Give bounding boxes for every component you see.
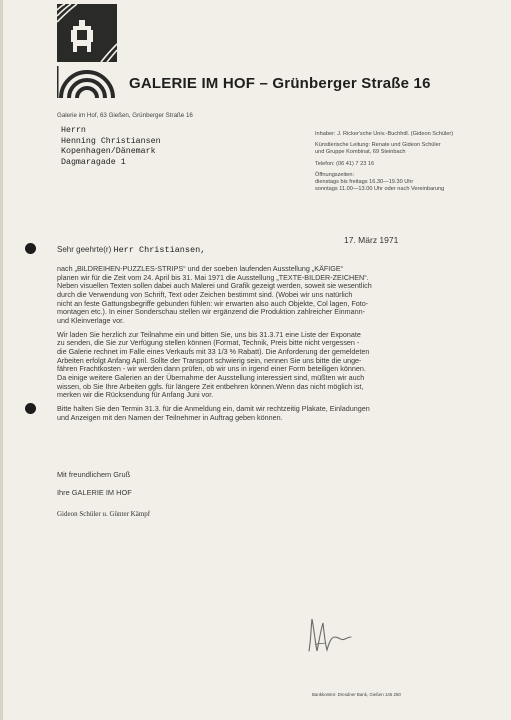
body-line: montagen etc.). In einer Sonderschau stellen wir ergänzend die Produktion zahlreicher Einmann- — [57, 307, 366, 317]
address-line: Dagmaragade 1 — [61, 157, 126, 167]
gallery-logo — [57, 4, 117, 98]
body-line: nach „BILDREIHEN-PUZZLES-STRIPS“ und der soeben laufenden Ausstellung „KÄFIGE“ — [57, 264, 344, 273]
salutation-typed: Herr Christiansen, — [113, 245, 206, 255]
body-line: merken wir die Rücksendung für Anfang Juni vor. — [57, 390, 214, 400]
address-line: Kopenhagen/Dänemark — [61, 147, 156, 156]
direction-line: Künstlerische Leitung: Renate und Gideon Schüler — [315, 142, 441, 149]
hours-line: sonntags 11.00—13.00 Uhr oder nach Vereinbarung — [315, 186, 445, 193]
punch-hole-top — [25, 243, 36, 254]
body-paragraph — [57, 265, 483, 326]
gallery-info-block — [315, 131, 453, 193]
phone-line: Telefon: (06 41) 7 23 16 — [315, 160, 375, 167]
address-line: Henning Christiansen — [61, 136, 161, 146]
body-line: fähren Frachtkosten - wir werden dann prüfen, ob wir uns in irgend einer Form beteiligen können. — [57, 364, 366, 374]
body-line: wissen, ob Sie Ihre Arbeiten ggfs. für längere Zeit entbehren können.Wenn das nicht möglich ist, — [57, 381, 364, 391]
hours-label: Öffnungszeiten: — [315, 171, 355, 178]
body-line: und Anzeigen mit den Namen der Teilnehmer in Auftrag geben können. — [57, 412, 283, 422]
sender-return-line: Galerie im Hof, 63 Gießen, Grünberger Straße 16 — [57, 112, 193, 119]
body-line: nicht an feste Gattungsbegriffe gebunden fühlen: wir erwarten also auch Objekte, Col lagen, Foto- — [57, 298, 369, 308]
body-line: und Kleinverlage vor. — [57, 315, 125, 325]
body-paragraph — [57, 331, 483, 400]
body-line: planen wir für die Zeit vom 24. April bis 31. Mai 1971 die Ausstellung „TEXTE-BILDER-ZEICHEN“. — [57, 272, 369, 282]
handwritten-signature — [301, 615, 353, 655]
recipient-address — [61, 126, 161, 168]
body-line: die Galerie rechnet im Falle eines Verkaufs mit 33 1/3 % Rabatt). Die Anforderung der gemeldeten — [57, 346, 370, 356]
salutation-printed: Sehr geehrte(r) — [57, 245, 112, 254]
body-line: Arbeiten erfolgt Anfang April. Sollte der Transport schwierig sein, nennen Sie uns bitte die unge- — [57, 355, 362, 365]
body-line: durch die Verwendung von Schrift, Text oder Zeichen bestimmt sind. (Wobei wir uns natürlich — [57, 289, 353, 299]
body-paragraph — [57, 405, 483, 422]
body-line: zu senden, die Sie zur Verfügung stellen können (Format, Technik, Preis bitte nicht vergessen - — [57, 338, 360, 348]
hours-line: dienstags bis freitags 16.30—19.30 Uhr — [315, 179, 414, 186]
closing-block — [57, 470, 132, 497]
letter-date: 17. März 1971 — [344, 235, 399, 245]
body-line: Bitte halten Sie den Termin 31.3. für die Anmeldung ein, damit wir rechtzeitig Plakate, Einladungen — [57, 403, 370, 413]
body-line: Neben visuellen Texten sollen dabei auch Malerei und Grafik gezeigt werden, soweit sie wesentlich — [57, 281, 372, 291]
closing-org: Ihre GALERIE IM HOF — [57, 488, 132, 497]
closing-regards: Mit freundlichem Gruß — [57, 470, 131, 479]
body-line: Wir laden Sie herzlich zur Teilnahme ein und bitten Sie, uns bis 31.3.71 eine Liste der Exponate — [57, 329, 361, 339]
direction-line: und Gruppe Kombinat, 69 Steinbach — [315, 149, 406, 156]
address-line: Herrn — [61, 126, 86, 135]
letter-body — [57, 265, 483, 427]
owner-line: Inhaber: J. Ricker'sche Univ.-Buchhdl. (Gideon Schüler) — [315, 131, 454, 137]
punch-hole-bottom — [25, 403, 36, 414]
signatory-names: Gideon Schüler u. Günter Kämpf — [57, 510, 151, 518]
body-line: Da einige weitere Galerien an der Übernahme der Ausstellung interessiert sind, müßten wir auch — [57, 372, 365, 382]
letterhead-title: GALERIE IM HOF – Grünberger Straße 16 — [129, 75, 431, 92]
bank-details: Bankkonten: Dresdner Bank, Gießen 145 250 — [312, 692, 401, 697]
salutation — [57, 245, 205, 255]
